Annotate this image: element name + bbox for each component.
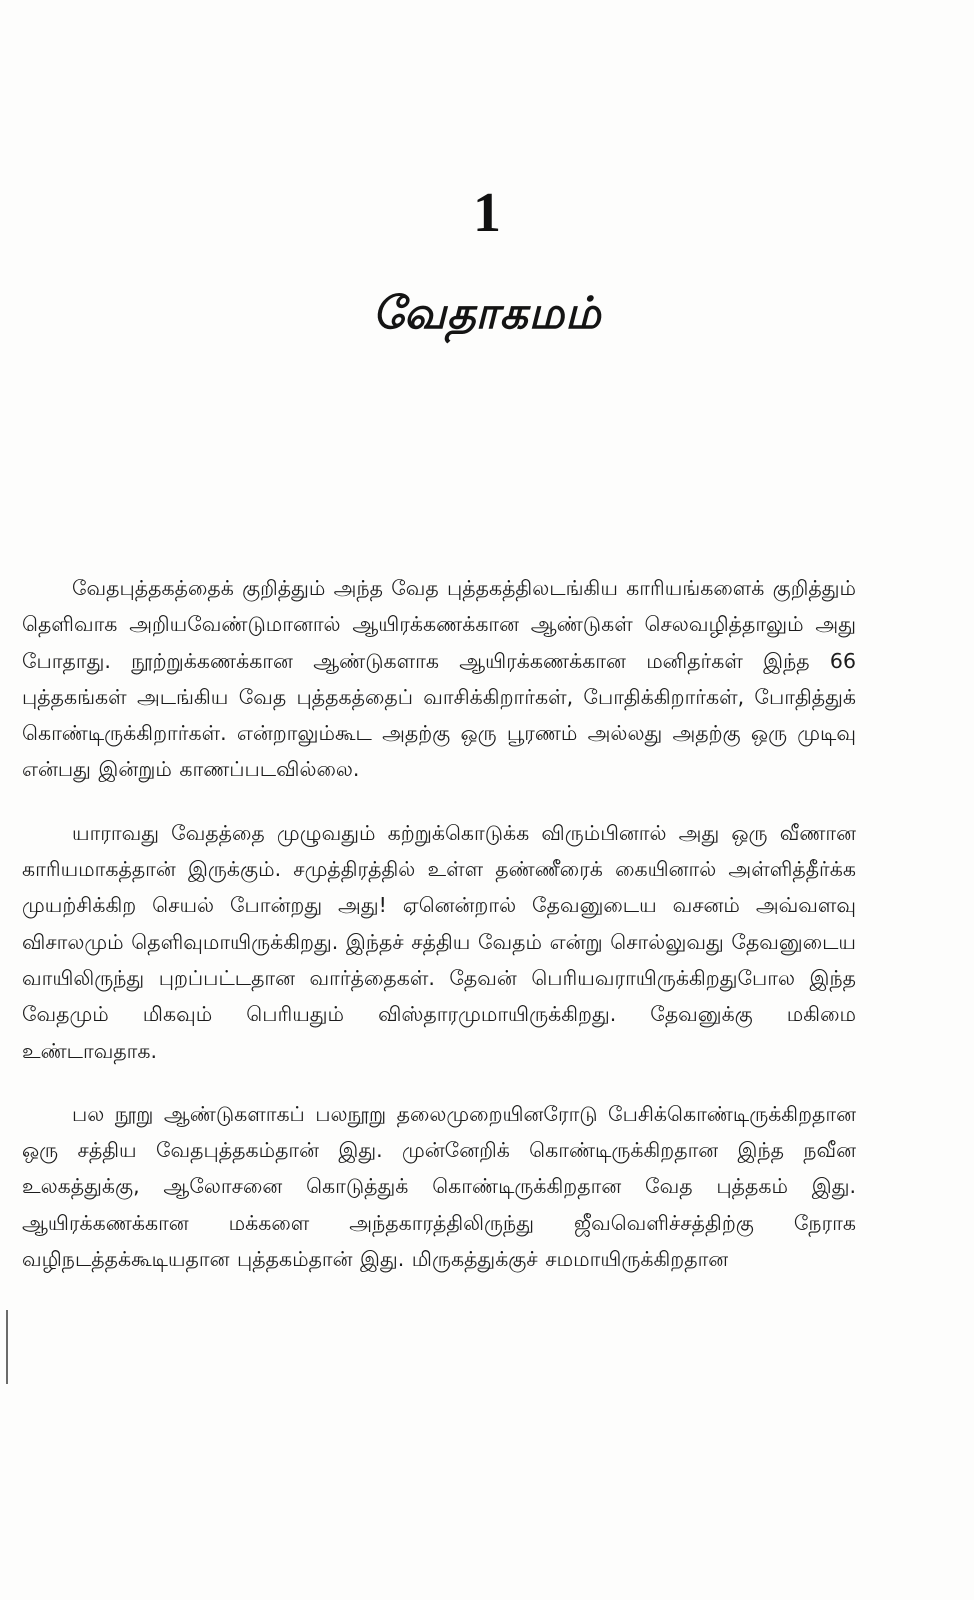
body-text (22, 570, 856, 1277)
chapter-title: வேதாகமம் (372, 288, 602, 339)
paragraph-2: யாராவது வேதத்தை முழுவதும் கற்றுக்கொடுக்க விரும்பினால் அது ஒரு வீணான காரியமாகத்தான் இருக்கும். சமுத்திரத்தில் உள்ள தண்ணீரைக் கையினால் அள்ளித்தீர்க்க முயற்சிக்கிற செயல் போன்றது அது! ஏனென்றால் தேவனுடைய வசனம் அவ்வளவு விசாலமும் தெளிவுமாயிருக்கிறது. இந்தச் சத்திய வேதம் என்று சொல்லுவது தேவனுடைய வாயிலிருந்து புறப்பட்டதான வார்த்தைகள். தேவன் பெரியவராயிருக்கிறதுபோல இந்த வேதமும் மிகவும் பெரியதும் விஸ்தாரமுமாயிருக்கிறது. தேவனுக்கு மகிமை உண்டாவதாக. (22, 820, 856, 1063)
chapter-number: 1 (473, 182, 501, 244)
paragraph-3: பல நூறு ஆண்டுகளாகப் பலநூறு தலைமுறையினரோடு பேசிக்கொண்டிருக்கிறதான ஒரு சத்திய வேதபுத்தகம்தான் இது. முன்னேறிக் கொண்டிருக்கிறதான இந்த நவீன உலகத்துக்கு, ஆலோசனை கொடுத்துக் கொண்டிருக்கிறதான வேத புத்தகம் இது. ஆயிரக்கணக்கான மக்களை அந்தகாரத்திலிருந்து ஜீவவெளிச்சத்திற்கு நேராக வழிநடத்தக்கூடியதான புத்தகம்தான் இது. மிருகத்துக்குச் சமமாயிருக்கிறதான (22, 1101, 856, 1272)
paragraph-1: வேதபுத்தகத்தைக் குறித்தும் அந்த வேத புத்தகத்திலடங்கிய காரியங்களைக் குறித்தும் தெளிவாக அறியவேண்டுமானால் ஆயிரக்கணக்கான ஆண்டுகள் செலவழித்தாலும் அது போதாது. நூற்றுக்கணக்கான ஆண்டுகளாக ஆயிரக்கணக்கான மனிதர்கள் இந்த 66 புத்தகங்கள் அடங்கிய வேத புத்தகத்தைப் வாசிக்கிறார்கள், போதிக்கிறார்கள், போதித்துக் கொண்டிருக்கிறார்கள். என்றாலும்கூட அதற்கு ஒரு பூரணம் அல்லது அதற்கு ஒரு முடிவு என்பது இன்றும் காணப்படவில்லை. (22, 576, 856, 782)
margin-line-mark (6, 1310, 8, 1384)
